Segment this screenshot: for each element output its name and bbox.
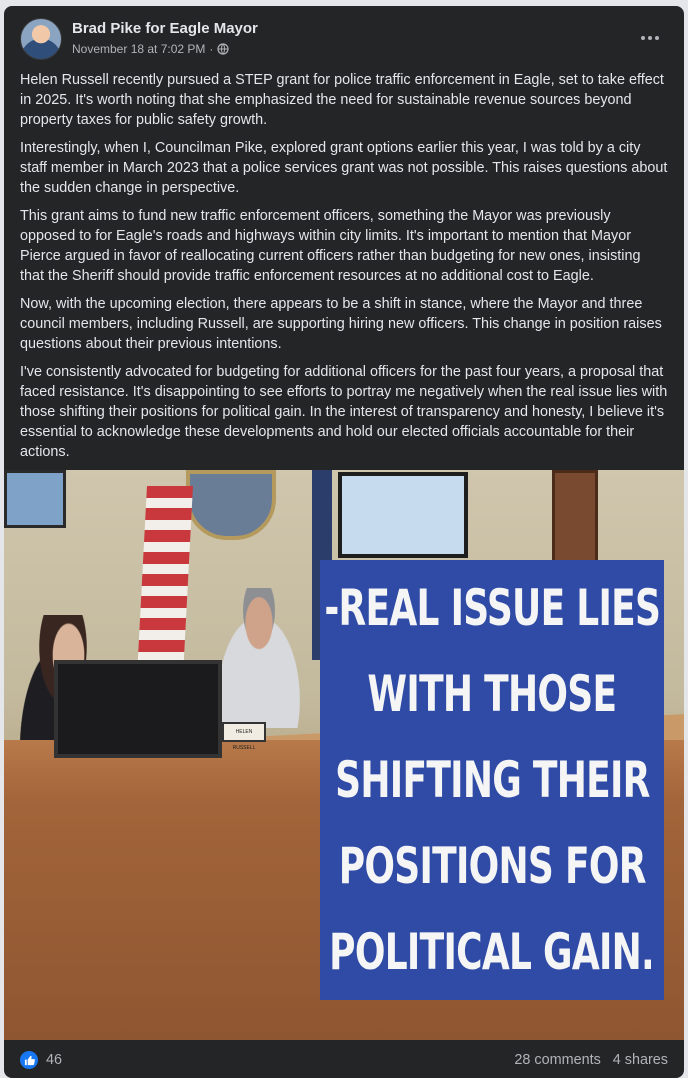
post-paragraph: I've consistently advocated for budgeting for additional officers for the past four years, a proposal that faced resistance. It's disappointing to see efforts to portray me negatively when the real issue lies with those shifting their positions for political gain. In the interest of transparency and honesty, I believe it's essential to acknowledge these developments and hold our elected officials accountable for their actions.: [20, 364, 668, 460]
post-text: [20, 70, 668, 470]
us-flag: [137, 486, 193, 676]
overlay-line: WITH THOSE: [367, 665, 617, 723]
engagement-counts: [514, 1052, 668, 1068]
more-options-icon[interactable]: [636, 26, 664, 50]
post-timestamp[interactable]: November 18 at 7:02 PM: [72, 42, 206, 56]
like-icon[interactable]: [20, 1051, 38, 1069]
reaction-count[interactable]: 46: [46, 1052, 63, 1068]
post-header: [20, 18, 668, 62]
post-meta: [72, 42, 229, 56]
nameplate: HELEN RUSSELL: [222, 722, 266, 742]
meta-separator: ·: [209, 42, 214, 56]
wall-screen-left: [4, 470, 66, 528]
post-card: [4, 6, 684, 1078]
quote-overlay: [320, 560, 664, 1000]
thumbs-up-icon: [24, 1055, 35, 1066]
overlay-line: POSITIONS FOR: [338, 837, 646, 895]
post-paragraph: Now, with the upcoming election, there appears to be a shift in stance, where the Mayor and three council members, including Russell, are supporting hiring new officers. This change in position raises questions about their previous intentions.: [20, 296, 662, 352]
desk-monitor: [54, 660, 222, 758]
author-name[interactable]: Brad Pike for Eagle Mayor: [72, 20, 258, 37]
post-image[interactable]: [4, 470, 684, 1040]
post-paragraph: Interestingly, when I, Councilman Pike, explored grant options earlier this year, I was told by a city staff member in March 2023 that a police services grant was not possible. This raises questions about the sudden change in perspective.: [20, 140, 668, 196]
post-paragraph: This grant aims to fund new traffic enforcement officers, something the Mayor was previously opposed to for Eagle's roads and highways within city limits. It's important to mention that Mayor Pierce argued in favor of reallocating current officers rather than budgeting for new ones, insisting that the Sheriff should provide traffic enforcement resources at no additional cost to Eagle.: [20, 208, 641, 284]
globe-icon: [217, 43, 229, 55]
city-seal: [186, 470, 276, 540]
comment-count[interactable]: 28 comments: [514, 1052, 601, 1068]
author-avatar[interactable]: [20, 18, 62, 60]
post-paragraph: Helen Russell recently pursued a STEP grant for police traffic enforcement in Eagle, set to take effect in 2025. It's worth noting that she emphasized the need for sustainable revenue sources beyond property taxes for public safety growth.: [20, 72, 664, 128]
share-count[interactable]: 4 shares: [612, 1052, 668, 1068]
wall-screen-right: [338, 472, 468, 558]
overlay-line: -REAL ISSUE LIES: [324, 579, 660, 637]
post-footer: [20, 1046, 668, 1074]
overlay-line: POLITICAL GAIN.: [329, 923, 655, 981]
overlay-line: SHIFTING THEIR: [334, 751, 650, 809]
